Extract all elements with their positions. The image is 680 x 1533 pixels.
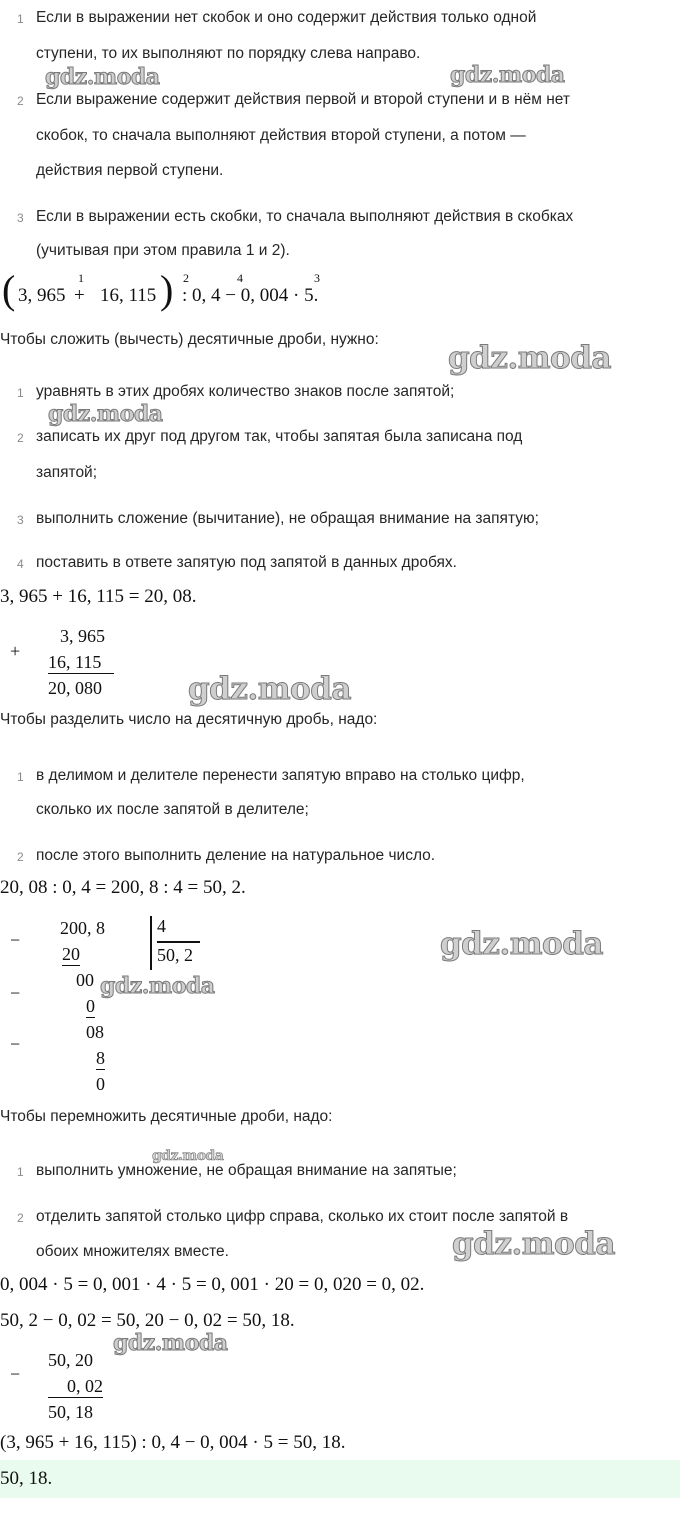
section-intro: Чтобы разделить число на десятичную дробь, надо: — [0, 711, 378, 728]
division-step: 0 — [96, 1074, 105, 1094]
order-mark: 4 — [237, 271, 243, 285]
list-number: 3 — [17, 211, 24, 225]
rule-text: Если в выражении нет скобок и оно содержит действия только одной — [36, 9, 537, 26]
rule-text: отделить запятой столько цифр справа, сколько их стоит после запятой в — [36, 1208, 569, 1225]
expression-tail: : 0, 4 − 0, 004 · 5. — [182, 285, 319, 306]
list-number: 3 — [17, 513, 24, 527]
column-sum: 20, 080 — [48, 678, 102, 698]
division-step: 20 — [62, 944, 80, 964]
column-bottom: 0, 02 — [48, 1376, 103, 1398]
watermark: gdz.moda — [452, 1226, 615, 1262]
list-number: 1 — [17, 12, 24, 26]
order-mark: 3 — [314, 271, 320, 285]
rule-text: (учитывая при этом правила 1 и 2). — [36, 242, 290, 259]
rule-text: Если в выражении есть скобки, то сначала выполняют действия в скобках — [36, 208, 574, 225]
minus-sign: − — [10, 930, 21, 950]
rule-text: скобок, то сначала выполняют действия второй ступени, а потом — — [36, 127, 526, 144]
answer-box — [0, 1460, 680, 1498]
watermark: gdz.moda — [448, 340, 611, 376]
list-number: 1 — [17, 386, 24, 400]
watermark: gdz.moda — [100, 973, 215, 999]
watermark: gdz.moda — [450, 62, 565, 88]
section-intro: Чтобы сложить (вычесть) десятичные дроби, нужно: — [0, 331, 379, 348]
answer-value: 50, 18. — [0, 1468, 53, 1489]
rule-text: поставить в ответе запятую под запятой в данных дробях. — [36, 554, 457, 571]
rule-text: ступени, то их выполняют по порядку слева направо. — [36, 45, 421, 62]
list-number: 1 — [17, 1165, 24, 1179]
list-number: 4 — [17, 557, 24, 571]
rule-text: выполнить умножение, не обращая внимание на запятые; — [36, 1162, 457, 1179]
column-top: 3, 965 — [60, 626, 105, 646]
division-step: 0 — [86, 996, 95, 1016]
watermark: gdz.moda — [48, 401, 163, 427]
expression-close-paren: ) — [160, 267, 174, 312]
rule-text: в делимом и делителе перенести запятую вправо на столько цифр, — [36, 767, 525, 784]
section-intro: Чтобы перемножить десятичные дроби, надо: — [0, 1108, 333, 1125]
column-diff: 50, 18 — [48, 1402, 93, 1422]
final-expression: (3, 965 + 16, 115) : 0, 4 − 0, 004 · 5 = 50, 18. — [0, 1432, 346, 1453]
quotient: 50, 2 — [157, 945, 193, 965]
watermark: gdz.moda — [188, 671, 351, 707]
rule-text: записать их друг под другом так, чтобы запятая была записана под — [36, 428, 523, 445]
rule-text: после этого выполнить деление на натуральное число. — [36, 847, 436, 864]
division-step: 00 — [76, 970, 94, 990]
rule-text: обоих множителях вместе. — [36, 1243, 229, 1260]
list-number: 1 — [17, 770, 24, 784]
watermark: gdz.moda — [440, 926, 603, 962]
watermark: gdz.moda — [152, 1148, 224, 1164]
expression-term: 3, 965 — [18, 285, 66, 306]
list-number: 2 — [17, 850, 24, 864]
column-bottom: 16, 115 — [48, 652, 114, 674]
rule-text: Если выражение содержит действия первой и второй ступени и в нём нет — [36, 91, 570, 108]
list-number: 2 — [17, 94, 24, 108]
column-sign: − — [10, 1364, 21, 1384]
order-mark: 1 — [78, 271, 84, 285]
list-number: 2 — [17, 431, 24, 445]
expression-term: 16, 115 — [100, 285, 157, 306]
subtraction-result: 50, 2 − 0, 02 = 50, 20 − 0, 02 = 50, 18. — [0, 1310, 295, 1331]
division-bar — [150, 916, 152, 970]
list-number: 2 — [17, 1211, 24, 1225]
rule-text: уравнять в этих дробях количество знаков после запятой; — [36, 383, 455, 400]
addition-result: 3, 965 + 16, 115 = 20, 08. — [0, 586, 197, 607]
dividend: 200, 8 — [60, 918, 105, 938]
watermark: gdz.moda — [45, 64, 160, 90]
expression-operator: + — [74, 285, 85, 306]
minus-sign: − — [10, 983, 21, 1003]
division-result: 20, 08 : 0, 4 = 200, 8 : 4 = 50, 2. — [0, 877, 246, 898]
divisor: 4 — [157, 916, 166, 936]
rule-text: запятой; — [36, 464, 98, 481]
rule-text: действия первой ступени. — [36, 162, 224, 179]
watermark: gdz.moda — [113, 1330, 228, 1356]
rule-text: сколько их после запятой в делителе; — [36, 801, 309, 818]
quotient-line — [157, 941, 200, 943]
order-mark: 2 — [183, 271, 189, 285]
division-step: 8 — [96, 1048, 105, 1068]
division-step: 08 — [86, 1022, 104, 1042]
column-top: 50, 20 — [48, 1350, 93, 1370]
column-sign: + — [10, 641, 21, 661]
multiplication-result: 0, 004 · 5 = 0, 001 · 4 · 5 = 0, 001 · 20 = 0, 020 = 0, 02. — [0, 1274, 425, 1295]
rule-text: выполнить сложение (вычитание), не обращая внимание на запятую; — [36, 510, 539, 527]
expression-open-paren: ( — [2, 267, 16, 312]
minus-sign: − — [10, 1034, 21, 1054]
